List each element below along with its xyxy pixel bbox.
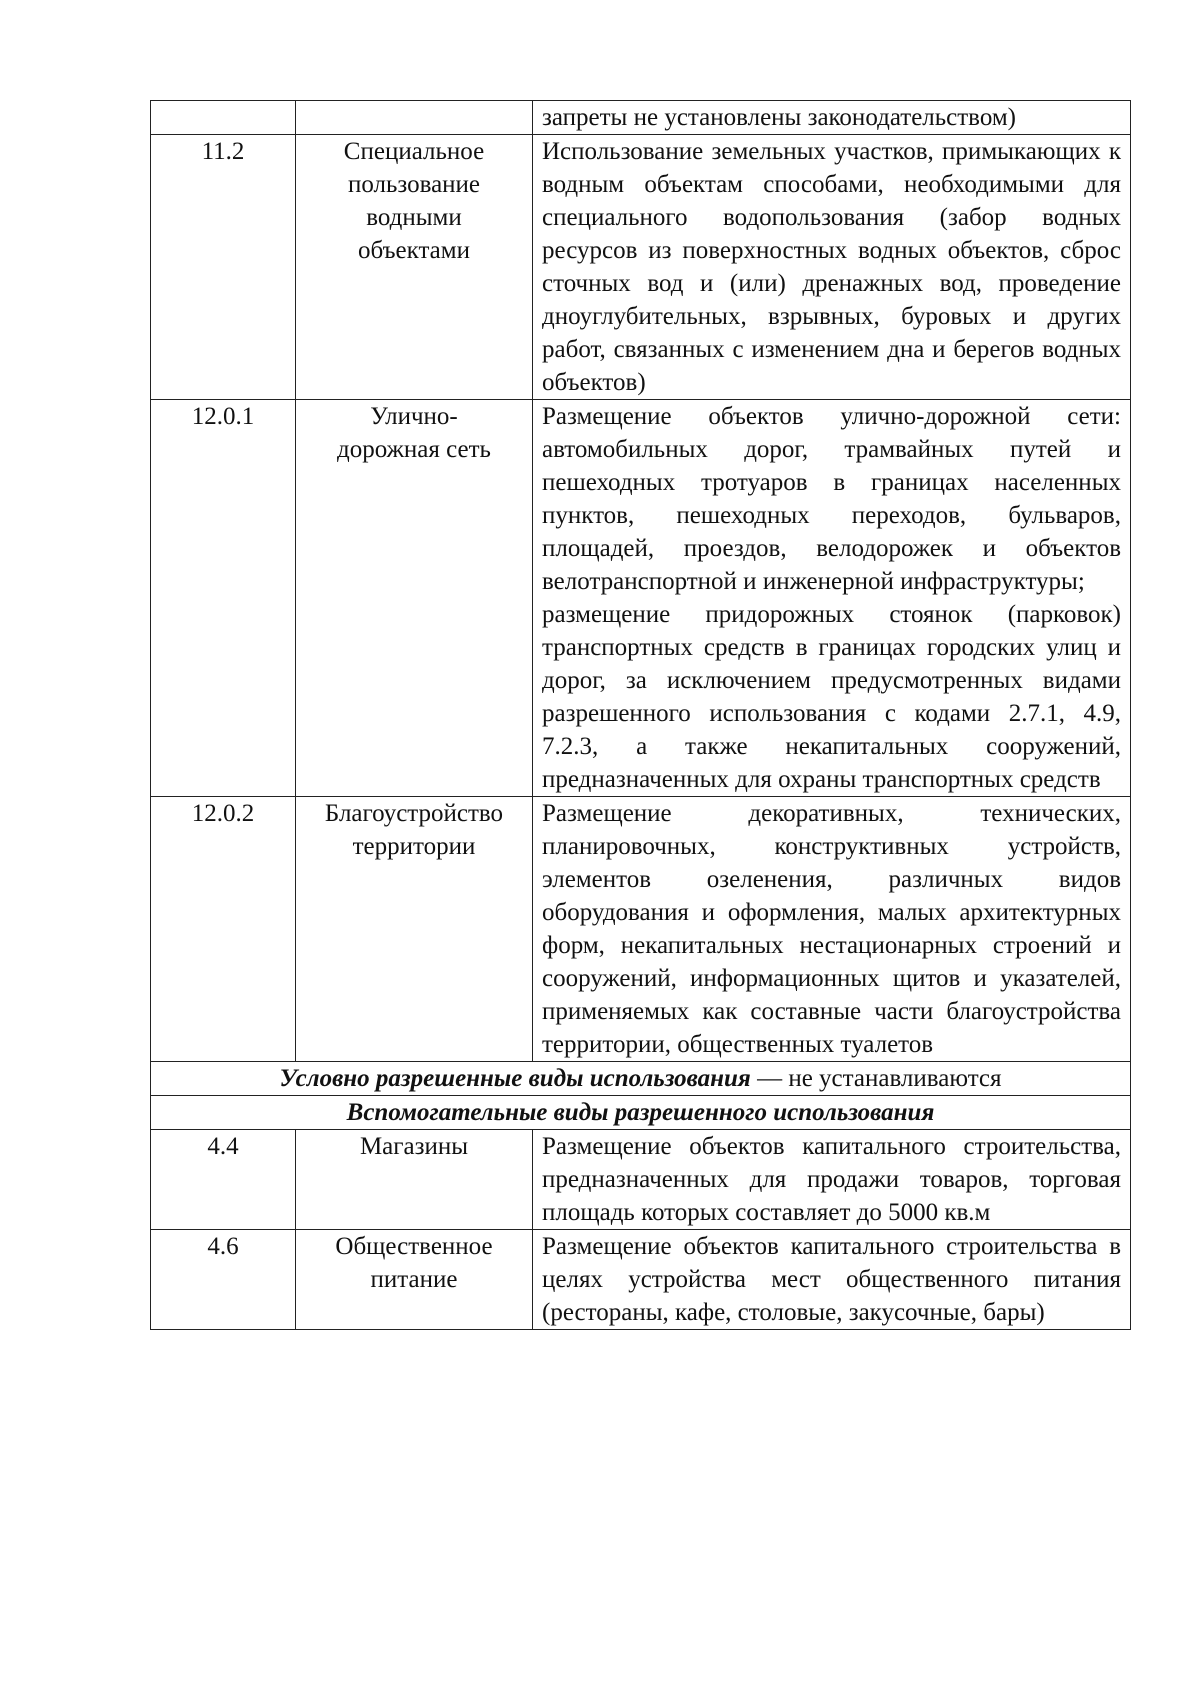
- section-row: [151, 1096, 1131, 1130]
- row-description-part: Размещение объектов улично-дорожной сети: автомобильных дорог, трамвайных путей и пешеходных тротуаров в границах населенных пунктов, пешеходных переходов, бульваров, площадей, проездов, велодорожек и объектов велотранспортной и инженерной инфраструктуры;: [542, 403, 1121, 595]
- row-code: 11.2: [151, 135, 296, 400]
- row-description: Размещение объектов капитального строительства, предназначенных для продажи товаров, торговая площадь которых составляет до 5000 кв.м: [533, 1130, 1131, 1230]
- row-code: 4.6: [151, 1230, 296, 1330]
- row-description: Размещение объектов капитального строительства в целях устройства мест общественного питания (рестораны, кафе, столовые, закусочные, бары): [533, 1230, 1131, 1330]
- section-conditional-note: — не устанавливаются: [750, 1065, 1002, 1092]
- row-description: Использование земельных участков, примыкающих к водным объектам способами, необходимыми для специального водопользования (забор водных ресурсов из поверхностных водных объектов, сброс сточных вод и (или) дренажных вод, проведение дноуглубительных, взрывных, буровых и других работ, связанных с изменением дна и берегов водных объектов): [533, 135, 1131, 400]
- row-description: Размещение декоративных, технических, планировочных, конструктивных устройств, элементов озеленения, различных видов оборудования и оформления, малых архитектурных форм, некапитальных нестационарных строений и сооружений, информационных щитов и указателей, применяемых как составные части благоустройства территории, общественных туалетов: [533, 797, 1131, 1062]
- section-auxiliary-title: Вспомогательные виды разрешенного использования: [346, 1099, 935, 1126]
- row-code: 4.4: [151, 1130, 296, 1230]
- row-name: Магазины: [296, 1130, 533, 1230]
- row-code: 12.0.2: [151, 797, 296, 1062]
- row-description: запреты не установлены законодательством): [533, 101, 1131, 135]
- row-name-text: Улично-дорожная сеть: [337, 403, 491, 463]
- table-row: [151, 797, 1131, 1062]
- row-description-part: размещение придорожных стоянок (парковок) транспортных средств в границах городских улиц и дорог, за исключением предусмотренных видами разрешенного использования с кодами 2.7.1, 4.9, 7.2.3, а также некапитальных сооружений, предназначенных для охраны транспортных средств: [542, 601, 1121, 793]
- section-conditional: [151, 1062, 1131, 1096]
- table-row: [151, 400, 1131, 797]
- section-conditional-title: Условно разрешенные виды использования: [279, 1065, 751, 1092]
- table-row: [151, 135, 1131, 400]
- row-name: Общественное питание: [296, 1230, 533, 1330]
- row-code: 12.0.1: [151, 400, 296, 797]
- section-row: [151, 1062, 1131, 1096]
- row-name: [296, 135, 533, 400]
- table-row: [151, 1130, 1131, 1230]
- row-name: Благоустройство территории: [296, 797, 533, 1062]
- land-use-table: [150, 100, 1131, 1330]
- section-auxiliary: [151, 1096, 1131, 1130]
- row-code: [151, 101, 296, 135]
- row-name: [296, 101, 533, 135]
- table-row: [151, 1230, 1131, 1330]
- row-description: [533, 400, 1131, 797]
- row-name-text: Специальное пользование водными объектами: [343, 138, 485, 264]
- row-name: [296, 400, 533, 797]
- table-row: [151, 101, 1131, 135]
